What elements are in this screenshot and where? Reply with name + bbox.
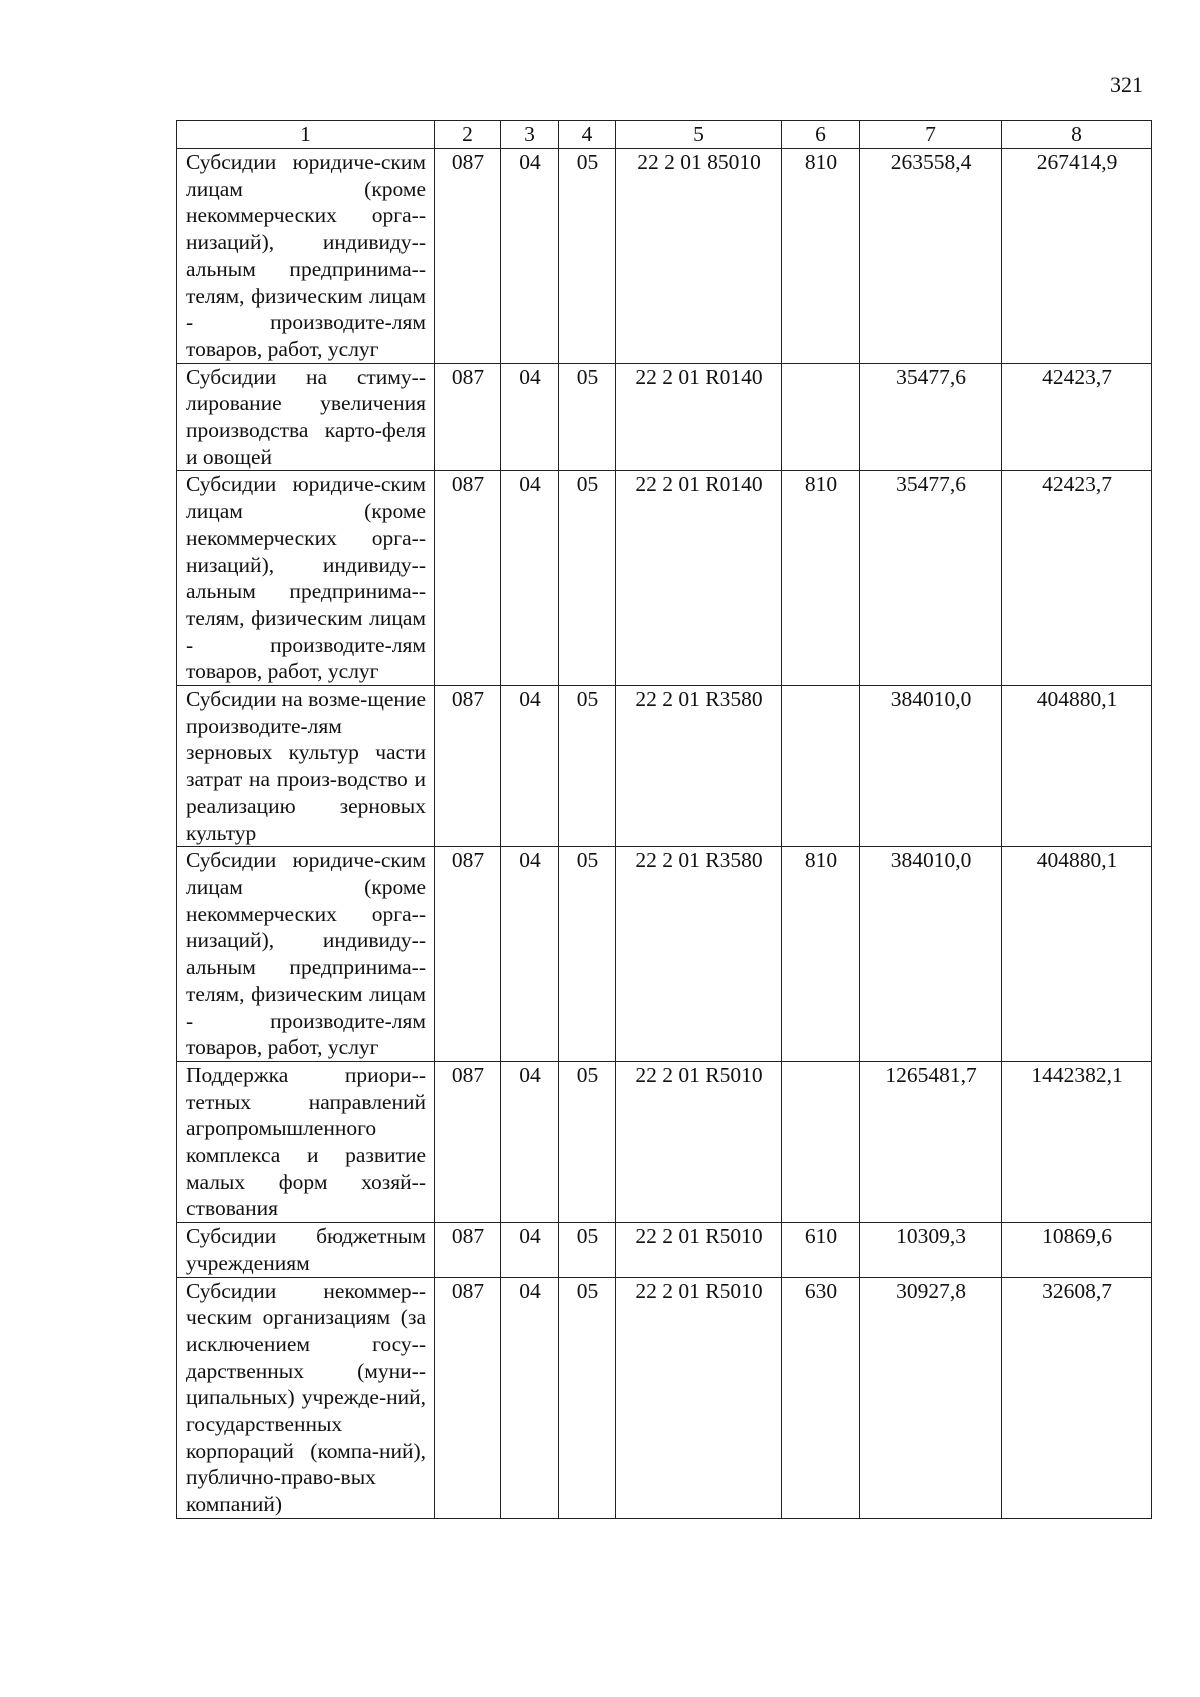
table-row bbox=[177, 1277, 1152, 1518]
subsection-cell: 05 bbox=[559, 471, 616, 686]
header-cell-3: 3 bbox=[501, 121, 559, 149]
amount-col8-cell: 10869,6 bbox=[1002, 1223, 1152, 1277]
subsection-cell: 05 bbox=[559, 1223, 616, 1277]
subsection-cell: 05 bbox=[559, 1061, 616, 1222]
table-row bbox=[177, 686, 1152, 847]
table-row bbox=[177, 471, 1152, 686]
table-row bbox=[177, 847, 1152, 1062]
row-name-cell: Субсидии некоммер-ческим организациям (за исключением госу-дарственных (муни-ципальных) учрежде-ний, государственных корпораций (компа-ний), публично-право-вых компаний) bbox=[177, 1277, 435, 1518]
expense-type-cell: 630 bbox=[782, 1277, 860, 1518]
section-cell: 04 bbox=[501, 686, 559, 847]
expense-type-cell: 810 bbox=[782, 847, 860, 1062]
row-name-cell: Поддержка приори-тетных направлений агропромышленного комплекса и развитие малых форм хозяй-ствования bbox=[177, 1061, 435, 1222]
page-number: 321 bbox=[1110, 72, 1143, 97]
target-item-cell: 22 2 01 85010 bbox=[616, 149, 782, 364]
amount-col7-cell: 384010,0 bbox=[860, 847, 1002, 1062]
expense-type-cell bbox=[782, 686, 860, 847]
ministry-code-cell: 087 bbox=[435, 1277, 501, 1518]
subsection-cell: 05 bbox=[559, 363, 616, 471]
target-item-cell: 22 2 01 R3580 bbox=[616, 847, 782, 1062]
section-cell: 04 bbox=[501, 471, 559, 686]
target-item-cell: 22 2 01 R0140 bbox=[616, 471, 782, 686]
amount-col7-cell: 10309,3 bbox=[860, 1223, 1002, 1277]
section-cell: 04 bbox=[501, 363, 559, 471]
target-item-cell: 22 2 01 R5010 bbox=[616, 1223, 782, 1277]
expense-type-cell bbox=[782, 363, 860, 471]
row-name-cell: Субсидии юридиче-ским лицам (кроме некоммерческих орга-низаций), индивиду-альным предпринима-телям, физическим лицам - производите-лям товаров, работ, услуг bbox=[177, 149, 435, 364]
target-item-cell: 22 2 01 R0140 bbox=[616, 363, 782, 471]
amount-col8-cell: 42423,7 bbox=[1002, 471, 1152, 686]
ministry-code-cell: 087 bbox=[435, 363, 501, 471]
budget-table bbox=[176, 120, 1152, 1519]
row-name-cell: Субсидии бюджетным учреждениям bbox=[177, 1223, 435, 1277]
ministry-code-cell: 087 bbox=[435, 686, 501, 847]
expense-type-cell bbox=[782, 1061, 860, 1222]
header-cell-8: 8 bbox=[1002, 121, 1152, 149]
row-name-cell: Субсидии на возме-щение производите-лям зерновых культур части затрат на произ-водство и реализацию зерновых культур bbox=[177, 686, 435, 847]
row-name-cell: Субсидии юридиче-ским лицам (кроме некоммерческих орга-низаций), индивиду-альным предпринима-телям, физическим лицам - производите-лям товаров, работ, услуг bbox=[177, 847, 435, 1062]
expense-type-cell: 810 bbox=[782, 149, 860, 364]
amount-col8-cell: 404880,1 bbox=[1002, 686, 1152, 847]
amount-col7-cell: 30927,8 bbox=[860, 1277, 1002, 1518]
ministry-code-cell: 087 bbox=[435, 847, 501, 1062]
header-cell-4: 4 bbox=[559, 121, 616, 149]
subsection-cell: 05 bbox=[559, 149, 616, 364]
amount-col7-cell: 1265481,7 bbox=[860, 1061, 1002, 1222]
ministry-code-cell: 087 bbox=[435, 149, 501, 364]
amount-col8-cell: 404880,1 bbox=[1002, 847, 1152, 1062]
amount-col8-cell: 1442382,1 bbox=[1002, 1061, 1152, 1222]
table-row bbox=[177, 149, 1152, 364]
amount-col7-cell: 35477,6 bbox=[860, 471, 1002, 686]
section-cell: 04 bbox=[501, 1223, 559, 1277]
target-item-cell: 22 2 01 R5010 bbox=[616, 1061, 782, 1222]
target-item-cell: 22 2 01 R5010 bbox=[616, 1277, 782, 1518]
amount-col7-cell: 384010,0 bbox=[860, 686, 1002, 847]
section-cell: 04 bbox=[501, 149, 559, 364]
amount-col8-cell: 32608,7 bbox=[1002, 1277, 1152, 1518]
section-cell: 04 bbox=[501, 847, 559, 1062]
amount-col8-cell: 267414,9 bbox=[1002, 149, 1152, 364]
table-row bbox=[177, 1223, 1152, 1277]
section-cell: 04 bbox=[501, 1061, 559, 1222]
row-name-cell: Субсидии юридиче-ским лицам (кроме некоммерческих орга-низаций), индивиду-альным предпринима-телям, физическим лицам - производите-лям товаров, работ, услуг bbox=[177, 471, 435, 686]
header-cell-2: 2 bbox=[435, 121, 501, 149]
subsection-cell: 05 bbox=[559, 1277, 616, 1518]
amount-col7-cell: 263558,4 bbox=[860, 149, 1002, 364]
amount-col8-cell: 42423,7 bbox=[1002, 363, 1152, 471]
section-cell: 04 bbox=[501, 1277, 559, 1518]
header-cell-5: 5 bbox=[616, 121, 782, 149]
target-item-cell: 22 2 01 R3580 bbox=[616, 686, 782, 847]
ministry-code-cell: 087 bbox=[435, 471, 501, 686]
ministry-code-cell: 087 bbox=[435, 1223, 501, 1277]
header-cell-7: 7 bbox=[860, 121, 1002, 149]
header-cell-1: 1 bbox=[177, 121, 435, 149]
header-row bbox=[177, 121, 1152, 149]
table-row bbox=[177, 363, 1152, 471]
amount-col7-cell: 35477,6 bbox=[860, 363, 1002, 471]
expense-type-cell: 810 bbox=[782, 471, 860, 686]
subsection-cell: 05 bbox=[559, 686, 616, 847]
table-row bbox=[177, 1061, 1152, 1222]
subsection-cell: 05 bbox=[559, 847, 616, 1062]
header-cell-6: 6 bbox=[782, 121, 860, 149]
ministry-code-cell: 087 bbox=[435, 1061, 501, 1222]
row-name-cell: Субсидии на стиму-лирование увеличения производства карто-феля и овощей bbox=[177, 363, 435, 471]
expense-type-cell: 610 bbox=[782, 1223, 860, 1277]
